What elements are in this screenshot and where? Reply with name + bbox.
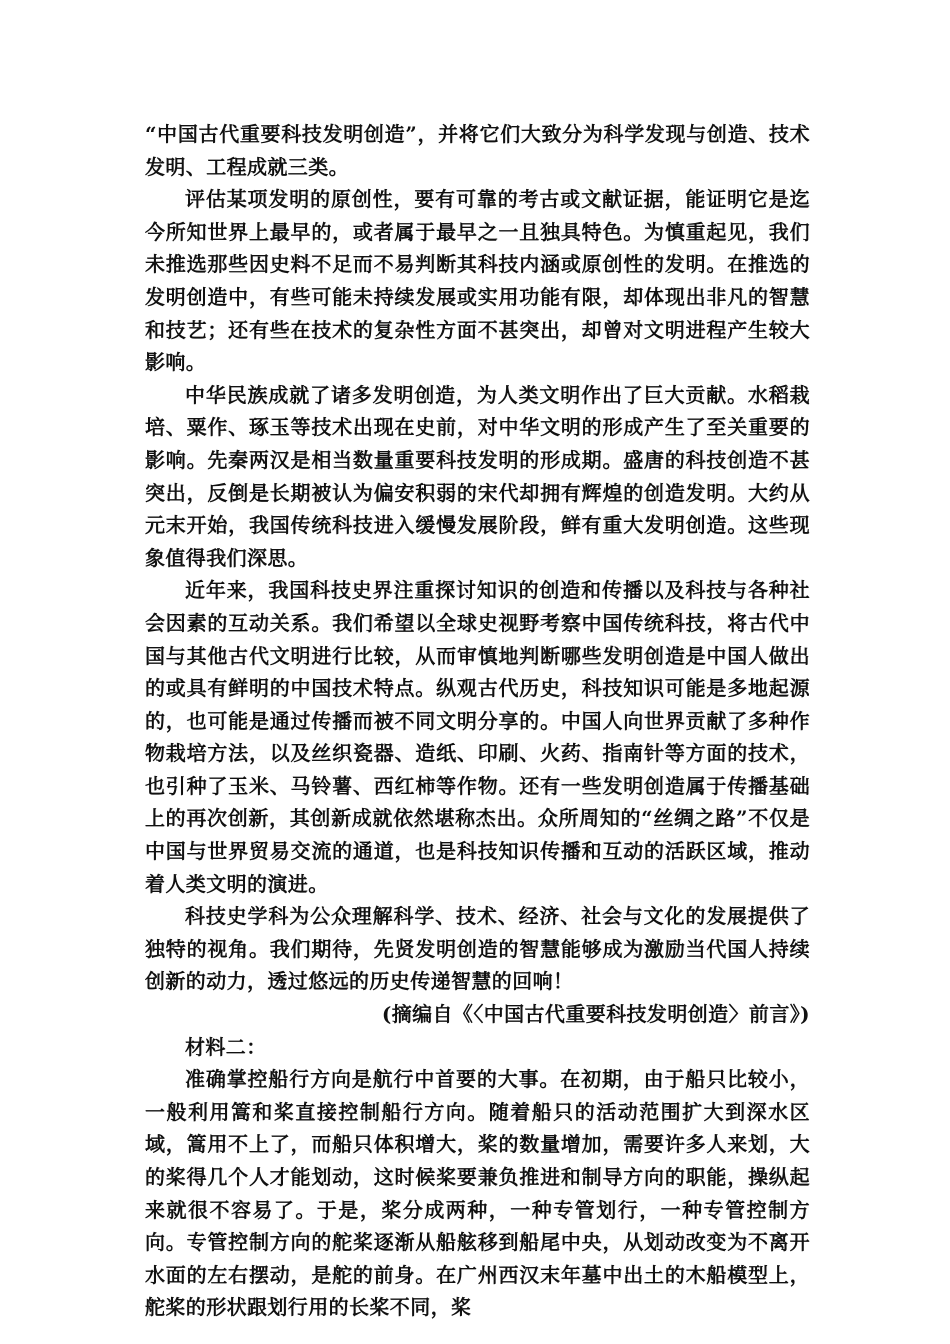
- paragraph-4: 近年来，我国科技史界注重探讨知识的创造和传播以及科技与各种社会因素的互动关系。我们希望以全球史视野考察中国传统科技，将古代中国与其他古代文明进行比较，从而审慎地判断哪些发明创造是中国人做出的或具有鲜明的中国技术特点。纵观古代历史，科技知识可能是多地起源的，也可能是通过传播而被不同文明分享的。中国人向世界贡献了多种作物栽培方法，以及丝织瓷器、造纸、印刷、火药、指南针等方面的技术，也引种了玉米、马铃薯、西红柿等作物。还有一些发明创造属于传播基础上的再次创新，其创新成就依然堪称杰出。众所周知的“丝绸之路”不仅是中国与世界贸易交流的通道，也是科技知识传播和互动的活跃区域，推动着人类文明的演进。: [145, 578, 810, 896]
- document-page: [145, 118, 810, 1324]
- paragraph-3: 中华民族成就了诸多发明创造，为人类文明作出了巨大贡献。水稻栽培、粟作、琢玉等技术出现在史前，对中华文明的形成产生了至关重要的影响。先秦两汉是相当数量重要科技发明的形成期。盛唐的科技创造不甚突出，反倒是长期被认为偏安积弱的宋代却拥有辉煌的创造发明。大约从元末开始，我国传统科技进入缓慢发展阶段，鲜有重大发明创造。这些现象值得我们深思。: [145, 382, 810, 570]
- section-heading: 材料二：: [185, 1034, 267, 1059]
- section2-paragraph: 准确掌控船行方向是航行中首要的大事。在初期，由于船只比较小，一般利用篙和桨直接控制船行方向。随着船只的活动范围扩大到深水区域，篙用不上了，而船只体积增大，桨的数量增加，需要许多人来划，大的桨得几个人才能划动，这时候桨要兼负推进和制导方向的职能，操纵起来就很不容易了。于是，桨分成两种，一种专管划行，一种专管控制方向。专管控制方向的舵桨逐渐从船舷移到船尾中央，从划动改变为不离开水面的左右摆动，是舵的前身。在广州西汉末年墓中出土的木船模型上，舵桨的形状跟划行用的长桨不同，桨: [145, 1067, 810, 1320]
- source-citation: (摘编自《〈中国古代重要科技发明创造〉前言》): [381, 1002, 810, 1027]
- paragraph-2: 评估某项发明的原创性，要有可靠的考古或文献证据，能证明它是迄今所知世界上最早的，或者属于最早之一且独具特色。为慎重起见，我们未推选那些因史料不足而不易判断其科技内涵或原创性的发明。在推选的发明创造中，有些可能未持续发展或实用功能有限，却体现出非凡的智慧和技艺；还有些在技术的复杂性方面不甚突出，却曾对文明进程产生较大影响。: [145, 187, 810, 375]
- paragraph-1: “中国古代重要科技发明创造”，并将它们大致分为科学发现与创造、技术发明、工程成就三类。: [145, 122, 810, 179]
- paragraph-5: 科技史学科为公众理解科学、技术、经济、社会与文化的发展提供了独特的视角。我们期待，先贤发明创造的智慧能够成为激励当代国人持续创新的动力，透过悠远的历史传递智慧的回响！: [145, 904, 810, 994]
